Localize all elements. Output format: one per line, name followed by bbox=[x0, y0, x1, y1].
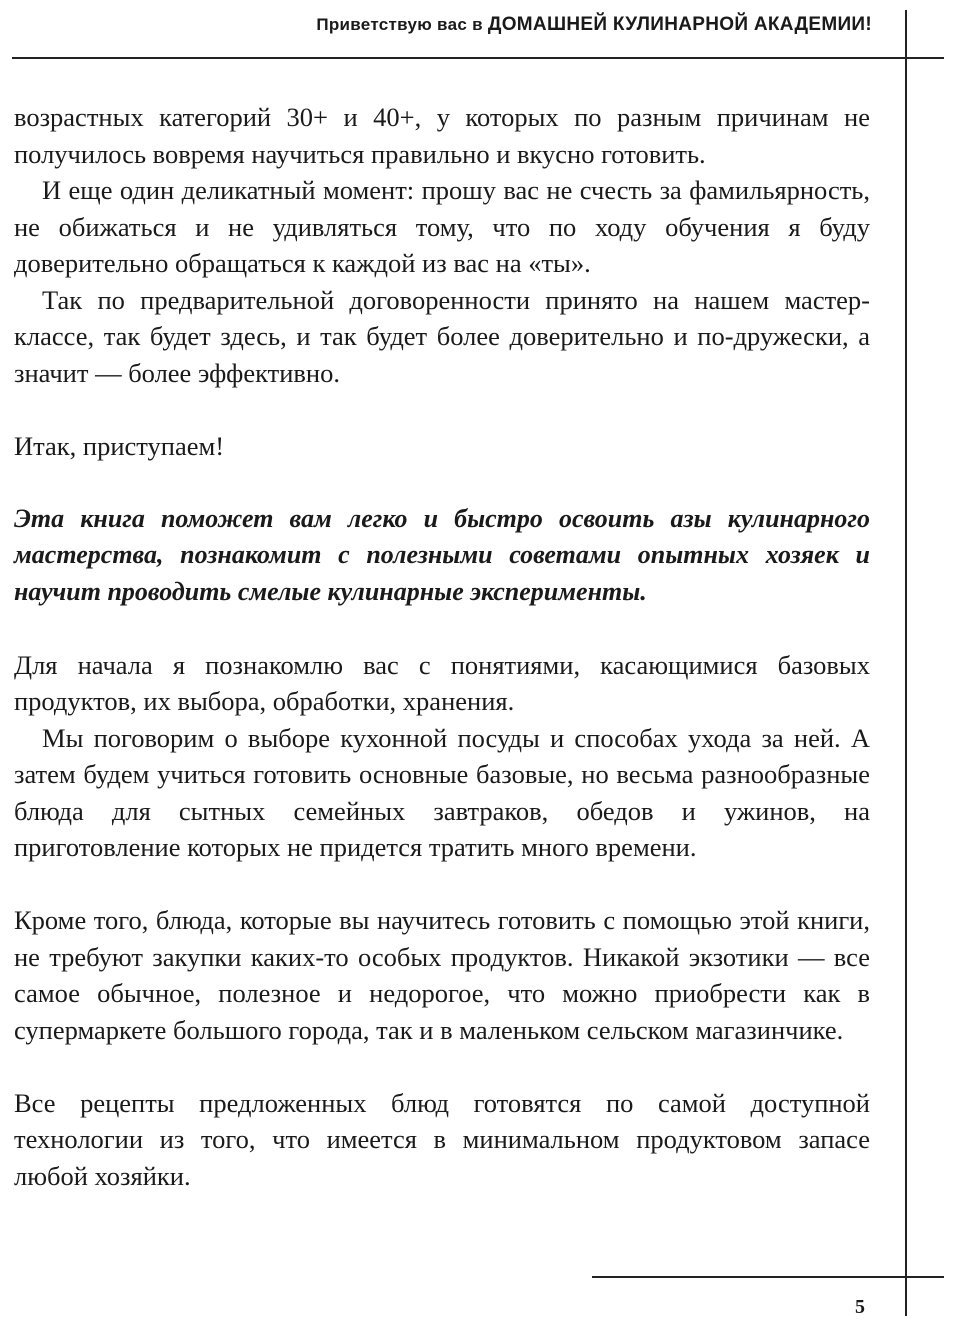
paragraph: Кроме того, блюда, которые вы научитесь готовить с помощью этой книги, не требуют закупки каких-то особых продуктов. Никакой экзотики — все самое обычное, полезное и недорогое, что можно приобрести как в супермаркете большого города, так и в маленьком сельском магазинчике. bbox=[14, 905, 870, 1045]
vertical-rule bbox=[905, 10, 907, 1316]
emphasis-paragraph: Эта книга поможет вам легко и быстро освоить азы кулинарного мастерства, познакомит с полезными советами опытных хозяек и научит проводить смелые кулинарные эксперименты. bbox=[14, 503, 870, 606]
paragraph: Итак, приступаем! bbox=[14, 430, 225, 461]
header-rule bbox=[12, 57, 944, 59]
running-header bbox=[12, 14, 872, 36]
paragraph: И еще один деликатный момент: прошу вас не счесть за фамильярность, не обижаться и не удивляться тому, что по ходу обучения я буду доверительно обращаться к каждой из вас на «ты». bbox=[14, 175, 870, 278]
running-header-title: ДОМАШНЕЙ КУЛИНАРНОЙ АКАДЕМИИ! bbox=[487, 14, 872, 35]
paragraph: Мы поговорим о выборе кухонной посуды и способах ухода за ней. А затем будем учиться готовить основные базовые, но весьма разнообразные блюда для сытных семейных завтраков, обедов и ужинов, на приготовление которых не придется тратить много времени. bbox=[14, 722, 870, 862]
running-header-prefix: Приветствую вас в bbox=[316, 15, 488, 34]
paragraph: Для начала я познакомлю вас с понятиями, касающимися базовых продуктов, их выбора, обработки, хранения. bbox=[14, 649, 870, 716]
paragraph: возрастных категорий 30+ и 40+, у которых по разным причинам не получилось вовремя научиться правильно и вкусно готовить. bbox=[14, 102, 870, 169]
page-number: 5 bbox=[855, 1296, 865, 1318]
paragraph: Так по предварительной договоренности принято на нашем мастер-классе, так будет здесь, и так будет более доверительно и по-дружески, а значит — более эффективно. bbox=[14, 284, 870, 388]
paragraph: Все рецепты предложенных блюд готовятся по самой доступной технологии из того, что имеется в минимальном продуктовом запасе любой хозяйки. bbox=[14, 1087, 870, 1191]
body-text bbox=[14, 99, 870, 1194]
footer-rule bbox=[592, 1276, 944, 1278]
